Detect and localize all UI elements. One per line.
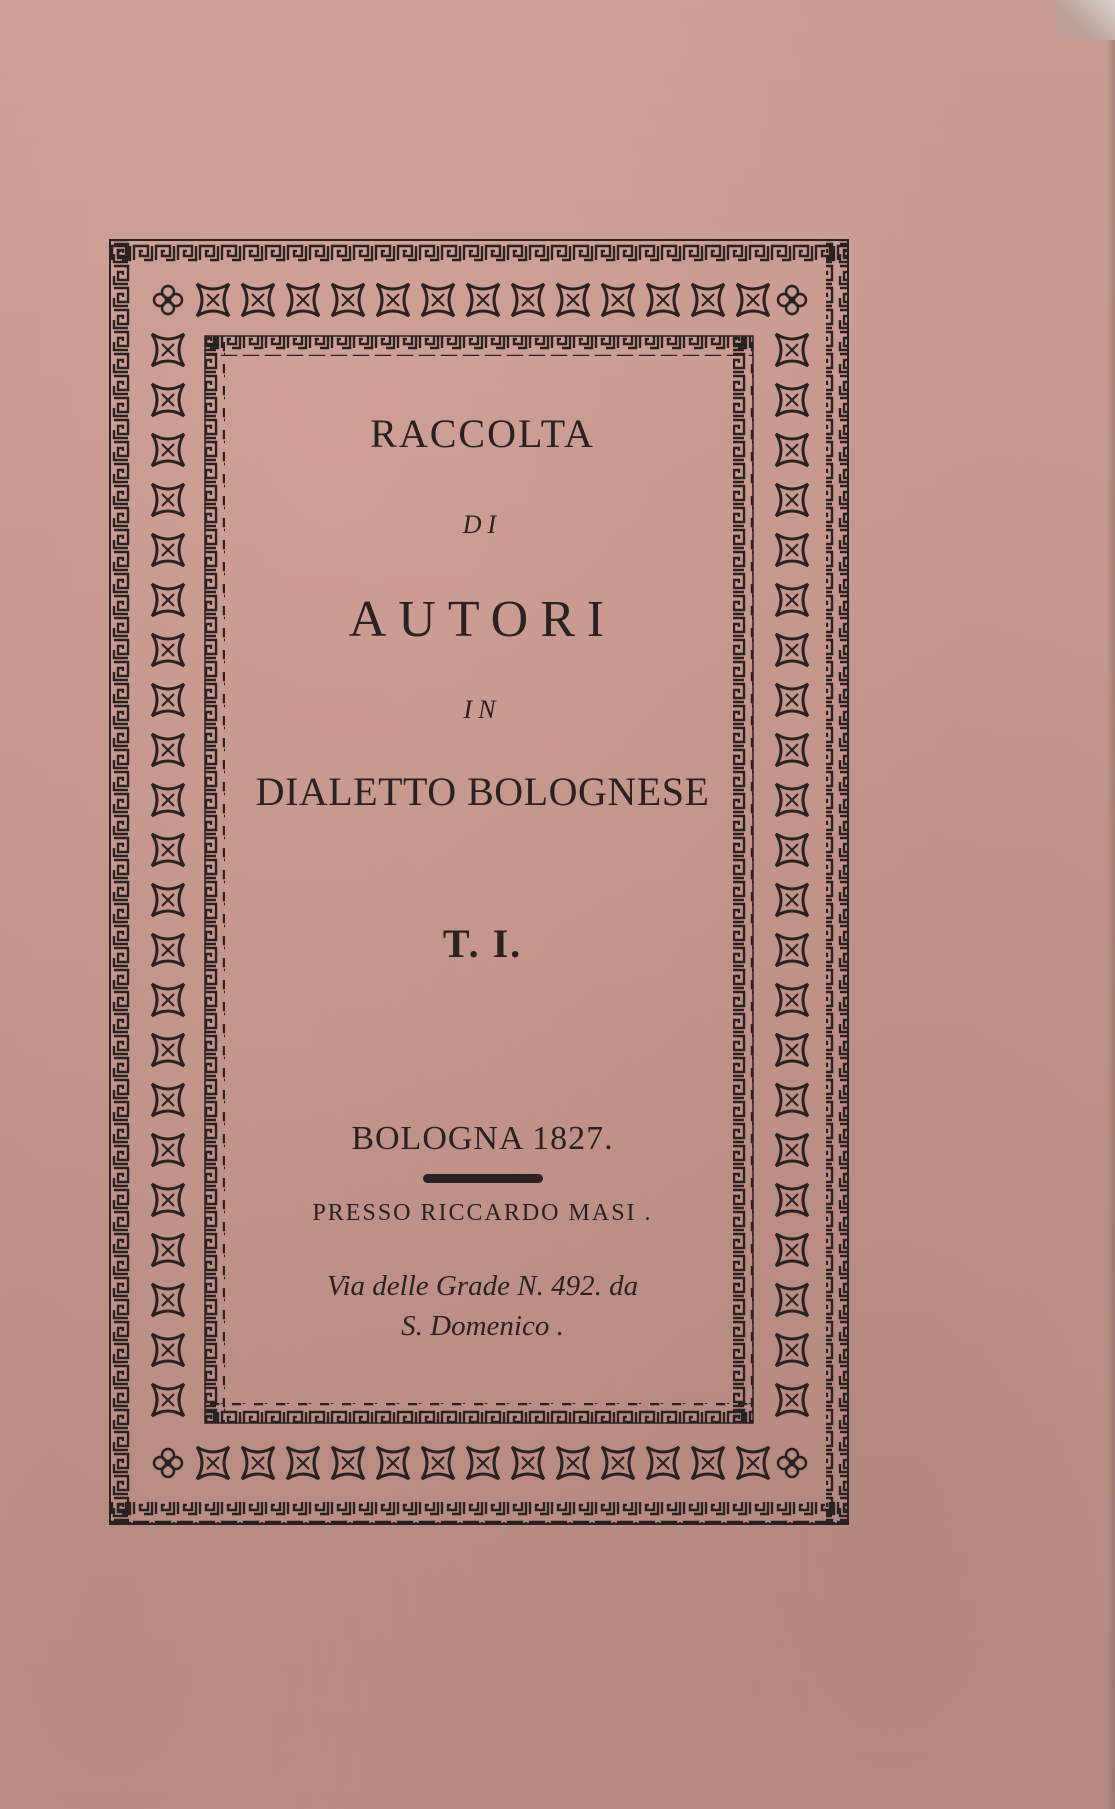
star-column-left (152, 334, 184, 1416)
imprint-city-year: BOLOGNA 1827. (351, 1120, 614, 1157)
star-row-top (154, 284, 806, 316)
star-column-right (776, 334, 808, 1416)
title-dialetto-bolognese: DIALETTO BOLOGNESE (255, 769, 710, 814)
title-in: IN (463, 695, 502, 724)
star-row-bottom (154, 1447, 806, 1479)
imprint-address-line-2: S. Domenico . (401, 1310, 564, 1342)
ornamental-rule (423, 1174, 543, 1183)
volume-number: T. I. (442, 921, 523, 966)
title-di: DI (462, 510, 503, 539)
imprint-address-line-1: Via delle Grade N. 492. da (326, 1270, 639, 1302)
imprint-printer: PRESSO RICCARDO MASI . (312, 1200, 653, 1226)
inner-key-border (205, 336, 753, 1423)
title-autori: AUTORI (348, 591, 617, 648)
title-raccolta: RACCOLTA (370, 411, 595, 456)
